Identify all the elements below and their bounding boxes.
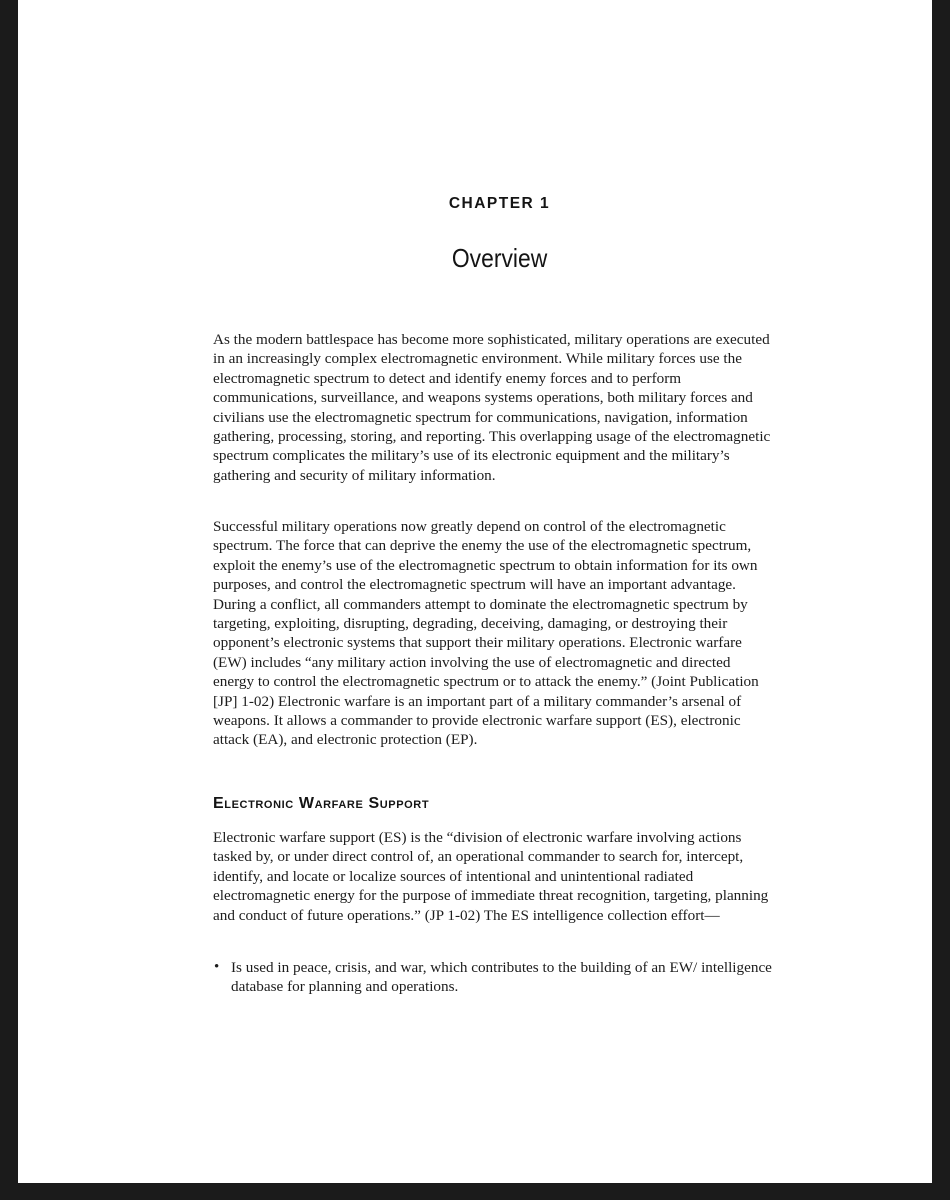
- intro-paragraph-2: Successful military operations now greatly depend on control of the electromagnetic spectrum. The force that can deprive the enemy the use of the electromagnetic spectrum, exploit the enemy’s use of the electromagnetic spectrum to obtain information for its own purposes, and control the electromagnetic spectrum will have an important advantage. During a conflict, all commanders attempt to dominate the electromagnetic spectrum by targeting, exploiting, disrupting, degrading, deceiving, damaging, or destroying their opponent’s electronic systems that support their military operations. Electronic warfare (EW) includes “any military action involving the use of electromagnetic and directed energy to control the electromagnetic spectrum or to attack the enemy.” (Joint Publication [JP] 1-02) Electronic warfare is an important part of a military commander’s arsenal of weapons. It allows a commander to provide electronic warfare support (ES), electronic attack (EA), and electronic protection (EP).: [213, 518, 759, 749]
- bullet-icon: •: [214, 959, 220, 975]
- intro-paragraph-1: As the modern battlespace has become more sophisticated, military operations are executed in an increasingly complex electromagnetic environment. While military forces use the electromagnetic spectrum to detect and identify enemy forces and to perform communications, surveillance, and weapons systems operations, both military forces and civilians use the electromagnetic spectrum for communications, navigation, information gathering, processing, storing, and reporting. This overlapping usage of the electromagnetic spectrum complicates the military’s use of its electronic equipment and the military’s gathering and security of military information.: [213, 331, 771, 484]
- bullet-list: [213, 958, 773, 997]
- list-item: [213, 958, 773, 997]
- bullet-text: Is used in peace, crisis, and war, which contributes to the building of an EW/ intelligence database for planning and operations.: [231, 959, 772, 996]
- document-page: [18, 0, 932, 1183]
- section-paragraph: Electronic warfare support (ES) is the “division of electronic warfare involving actions tasked by, or under direct control of, an operational commander to search for, intercept, identify, and locate or localize sources of intentional and unintentional radiated electromagnetic energy for the purpose of immediate threat recognition, targeting, planning and conduct of future operations.” (JP 1-02) The ES intelligence collection effort—: [213, 829, 769, 924]
- section-heading: Electronic Warfare Support: [213, 795, 430, 812]
- chapter-title: Overview: [451, 243, 548, 273]
- chapter-label: CHAPTER 1: [448, 195, 551, 212]
